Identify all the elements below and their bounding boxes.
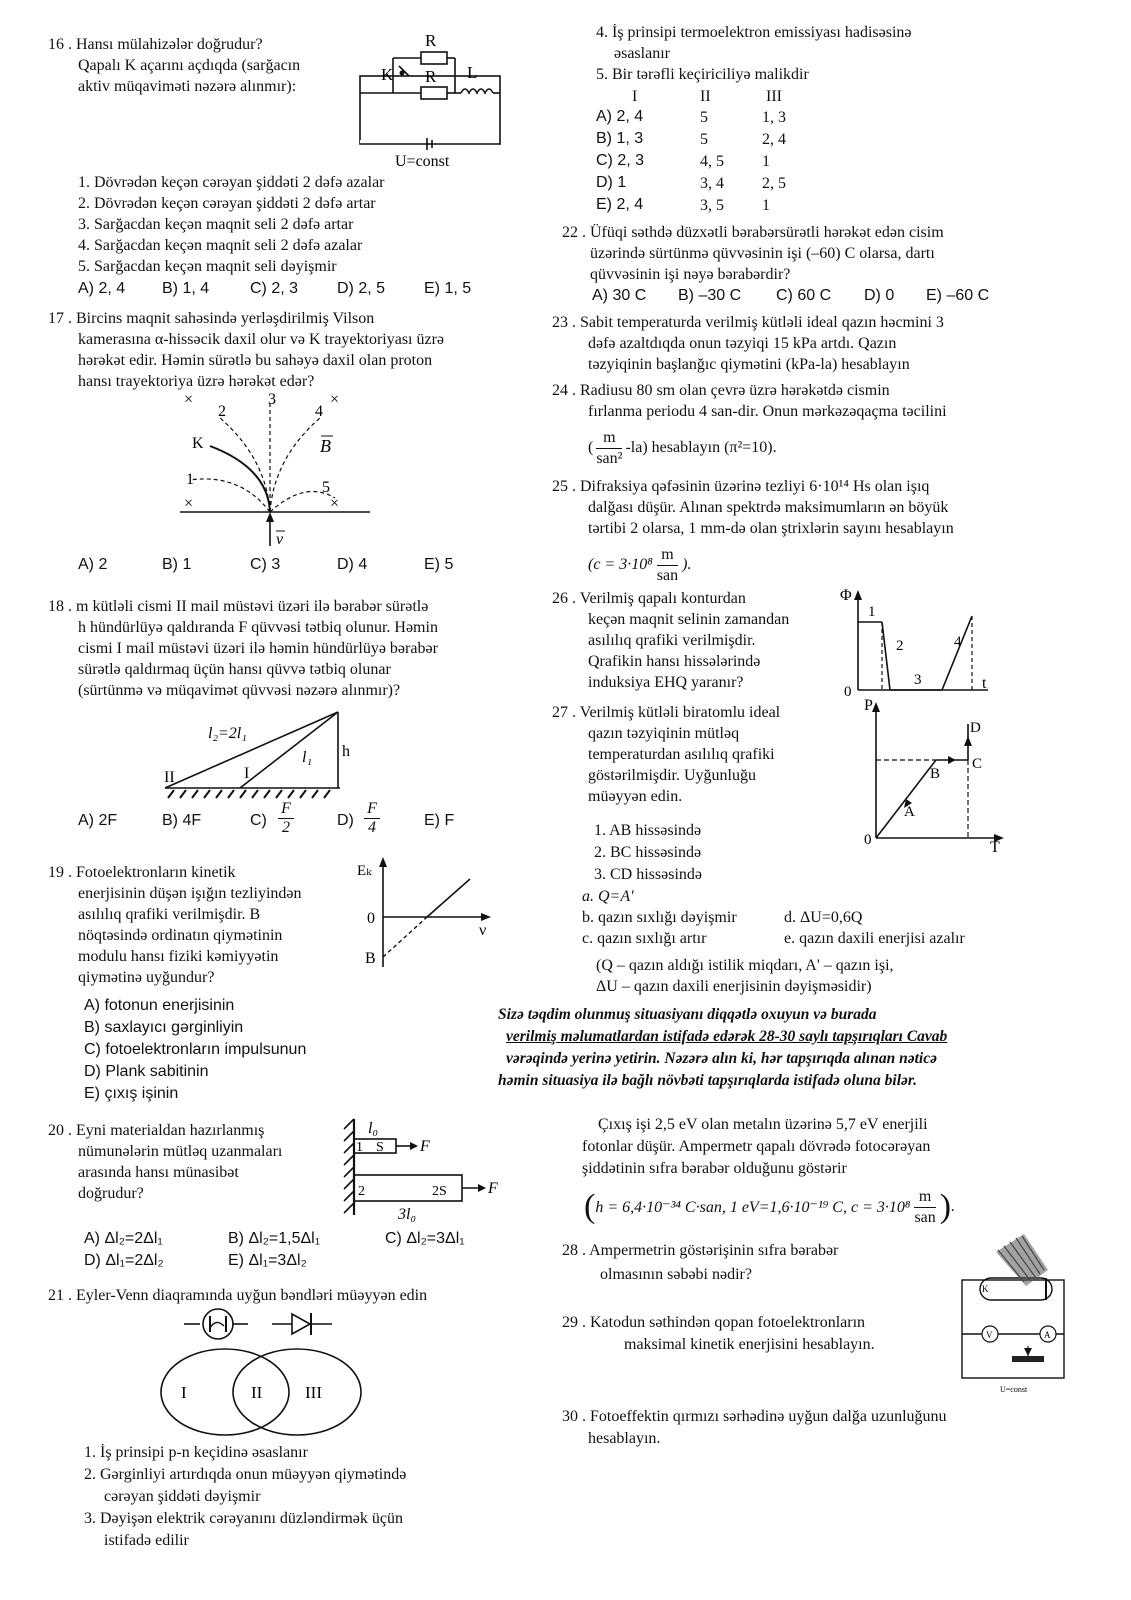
q18-incline-figure [160, 710, 360, 805]
q17-line4: hansı trayektoriya üzrə hərəkət edər? [78, 373, 315, 390]
resistor-label-mid: R [425, 67, 437, 86]
q21-e-col2: 3, 5 [700, 197, 724, 214]
trajectory-1-label: 1 [186, 471, 194, 488]
situation-line4: həmin situasiya ilə bağlı növbəti tapşırıqlarda istifadə oluna bilər. [498, 1072, 917, 1089]
q21-table-header-III: III [766, 88, 782, 105]
trajectory-4-label: 4 [315, 403, 323, 420]
q23-line1: 23 . Sabit temperaturda verilmiş kütləli ideal qazın həcmini 3 [552, 314, 944, 331]
graph-b-label: B [365, 950, 376, 967]
field-cross-1: × [184, 391, 194, 408]
q27-option-c: c. qazın sıxlığı artır [582, 930, 707, 947]
q26-line4: Qrafikin hansı hissələrində [588, 653, 761, 670]
sample1-length-label: l₀ [368, 1120, 379, 1137]
situation-line2: verilmiş məlumatlardan istifadə edərək 28-30 saylı tapşırıqları Cavab [506, 1028, 948, 1045]
intro-line3: şiddətinin sıfra bərabər olduğunu göstərir [582, 1160, 847, 1177]
q27-line1: 27 . Verilmiş kütləli biratomlu ideal [552, 704, 781, 721]
q21-item-3-cont: istifadə edilir [104, 1532, 189, 1549]
q16-answer-a[interactable]: A) 2, 4 [78, 280, 126, 297]
incline-h-label: h [342, 743, 350, 760]
q22-line2: üzərində sürtünmə qüvvəsinin işi (–60) C olarsa, dartı [590, 245, 935, 262]
pt-d-label: D [970, 720, 981, 736]
graph-ek-label: Eₖ [357, 863, 372, 879]
q23-line2: dəfə azaltdıqda onun təzyiqi 15 kPa artdı. Qazın [588, 335, 897, 352]
sample2-force: F [488, 1180, 498, 1197]
q19-line2: enerjisinin düşən işığın tezliyindən [78, 885, 302, 902]
q20-samples-figure [340, 1115, 510, 1225]
q18-line5: (sürtünmə və müqavimət qüvvəsi nəzərə alınmır)? [78, 682, 401, 699]
q21-b-col3: 2, 4 [762, 131, 786, 148]
q27-legend-1: (Q – qazın aldığı istilik miqdarı, A' – qazın işi, [596, 957, 894, 974]
trajectory-k-label: K [192, 435, 204, 452]
q27-line5: müəyyən edin. [588, 788, 683, 805]
q21-c-col2: 4, 5 [700, 153, 724, 170]
incline-I-label: I [244, 765, 250, 782]
q19-answer-e[interactable]: E) çıxış işinin [84, 1085, 179, 1102]
q18-answer-d[interactable]: D) [337, 812, 354, 829]
q21-answer-c[interactable]: C) 2, 3 [596, 152, 645, 169]
pt-t-label: T [990, 839, 1000, 856]
flux-zero-label: 0 [844, 684, 852, 698]
flux-part-2: 2 [896, 638, 904, 654]
q20-line2: nümunələrin mütləq uzanmaları [78, 1143, 283, 1160]
q16-line3: aktiv müqaviməti nəzərə alınmır): [78, 78, 297, 95]
q21-e-col3: 1 [762, 197, 770, 214]
resistor-label-top: R [425, 31, 437, 50]
sample2-area: 2S [432, 1184, 447, 1199]
intro-constants: ( h = 6,4·10⁻³⁴ C·san, 1 eV=1,6·10⁻¹⁹ C, c = 3·10⁸ m san ) . [584, 1187, 956, 1226]
q29-line1: 29 . Katodun səthindən qopan fotoelektronların [562, 1314, 866, 1331]
q21-item-1: 1. İş prinsipi p-n keçidinə əsaslanır [84, 1444, 308, 1461]
sample2-number: 2 [358, 1184, 365, 1199]
q17-answer-e[interactable]: E) 5 [424, 556, 454, 573]
q27-line2: qazın təzyiqinin mütləq [588, 725, 740, 742]
q29-line2: maksimal kinetik enerjisini hesablayın. [624, 1336, 875, 1353]
sample2-length-label: 3l₀ [398, 1206, 417, 1223]
q30-line1: 30 . Fotoeffektin qırmızı sərhədinə uyğun dalğa uzunluğunu [562, 1408, 947, 1425]
q24-line1: 24 . Radiusu 80 sm olan çevrə üzrə hərəkətdə cismin [552, 382, 890, 399]
q16-line1: 16 . Hansı mülahizələr doğrudur? [48, 36, 263, 53]
q16-item-3: 3. Sarğacdan keçən maqnit seli 2 dəfə artar [78, 216, 354, 233]
q16-item-1: 1. Dövrədən keçən cərəyan şiddəti 2 dəfə azalar [78, 174, 385, 191]
q22-answer-c[interactable]: C) 60 C [776, 287, 832, 304]
q20-line1: 20 . Eyni materialdan hazırlanmış [48, 1122, 265, 1139]
q20-answer-d[interactable]: D) Δl₁=2Δl₂ [84, 1252, 164, 1269]
pt-zero-label: 0 [864, 832, 872, 848]
q21-a-col2: 5 [700, 109, 708, 126]
q21-item-3: 3. Dəyişən elektrik cərəyanını düzləndirmək üçün [84, 1510, 403, 1527]
q26-line5: induksiya EHQ yaranır? [588, 674, 744, 691]
q25-line1: 25 . Difraksiya qəfəsinin üzərinə tezliyi 6·10¹⁴ Hs olan işıq [552, 478, 930, 495]
velocity-label: v [276, 531, 284, 548]
photoeffect-apparatus-figure [940, 1230, 1070, 1396]
cathode-label: K [982, 1284, 989, 1294]
q27-line4: göstərilmişdir. Uyğunluğu [588, 767, 756, 784]
q20-answer-a[interactable]: A) Δl₂=2Δl₁ [84, 1230, 163, 1247]
q27-item-1: 1. AB hissəsində [594, 822, 702, 839]
situation-line3: vərəqində yerinə yetirin. Nəzərə alın ki, hər tapşırıqda alınan nəticə [506, 1050, 937, 1067]
coil-label: L [467, 63, 478, 82]
q27-option-b: b. qazın sıxlığı dəyişmir [582, 909, 737, 926]
q21-answer-a[interactable]: A) 2, 4 [596, 108, 644, 125]
q25-line2: dalğası düşür. Alınan spektrdə maksimumların ən böyük [588, 499, 949, 516]
q19-answer-a[interactable]: A) fotonun enerjisinin [84, 997, 235, 1014]
q24-line3: ( m san² -la) hesablayın (π²=10). [588, 428, 777, 467]
q21-table-header-I: I [632, 88, 638, 105]
trajectory-3-label: 3 [268, 391, 276, 408]
q21-table-header-II: II [700, 88, 711, 105]
apparatus-source-label: U=const [1000, 1385, 1028, 1394]
trajectory-2-label: 2 [218, 403, 226, 420]
semiconductor-diode-icon [272, 1313, 332, 1335]
q23-line3: təzyiqinin başlanğıc qiymətini (kPa-la) hesablayın [588, 356, 910, 373]
q18-line4: sürətlə qaldırmaq üçün hansı qüvvə tətbiq olunar [78, 661, 391, 678]
q22-line3: qüvvəsinin işi nəyə bərabərdir? [590, 266, 791, 283]
q22-answer-b[interactable]: B) –30 C [678, 287, 742, 304]
q18-answer-e[interactable]: E) F [424, 812, 455, 829]
q21-item-2: 2. Gərginliyi artırdıqda onun müəyyən qiymətində [84, 1466, 407, 1483]
q21-b-col2: 5 [700, 131, 708, 148]
q17-trajectory-figure [170, 388, 380, 553]
q18-line1: 18 . m kütləli cismi II mail müstəvi üzəri ilə bərabər sürətlə [48, 598, 429, 615]
pt-p-label: P [864, 698, 873, 714]
flux-phi-label: Φ [840, 587, 852, 604]
q16-answer-b[interactable]: B) 1, 4 [162, 280, 210, 297]
q21-item-4: 4. İş prinsipi termoelektron emissiyası hadisəsinə [596, 24, 912, 41]
ammeter-label: A [1044, 1330, 1051, 1340]
q19-line1: 19 . Fotoelektronların kinetik [48, 864, 236, 881]
q27-pt-graph [860, 698, 1010, 856]
q21-venn-diagram [155, 1346, 370, 1438]
q16-item-5: 5. Sarğacdan keçən maqnit seli dəyişmir [78, 258, 337, 275]
q19-graph-figure [355, 855, 495, 970]
q21-item-2-cont: cərəyan şiddəti dəyişmir [104, 1488, 261, 1505]
q27-line3: temperaturdan asılılıq qrafiki [588, 746, 775, 763]
q21-d-col3: 2, 5 [762, 175, 786, 192]
q17-answer-d[interactable]: D) 4 [337, 556, 368, 573]
q21-line1: 21 . Eyler-Venn diaqramında uyğun bəndləri müəyyən edin [48, 1287, 428, 1304]
q19-answer-d[interactable]: D) Plank sabitinin [84, 1063, 209, 1080]
q17-answer-c[interactable]: C) 3 [250, 556, 281, 573]
venn-region-III: III [305, 1383, 322, 1402]
venn-region-II: II [251, 1383, 263, 1402]
q18-answer-a[interactable]: A) 2F [78, 812, 118, 829]
intro-line2: fotonlar düşür. Ampermetr qapalı dövrədə fotocərəyan [582, 1138, 931, 1155]
q21-answer-e[interactable]: E) 2, 4 [596, 196, 644, 213]
q16-circuit-figure [355, 28, 510, 170]
q25-line4: (c = 3·10⁸ m san ). [588, 545, 692, 584]
flux-part-1: 1 [868, 604, 876, 620]
q27-legend-2: ΔU – qazın daxili enerjisinin dəyişməsidir) [596, 978, 872, 995]
q18-line3: cismi I mail müstəvi üzəri ilə həmin hündürlüyə bərabər [78, 640, 438, 657]
q18-d-fraction: F 4 [364, 800, 380, 837]
q30-line2: hesablayın. [588, 1430, 661, 1447]
q19-line3: asılılıq qrafiki verilmişdir. B [78, 906, 261, 923]
sample1-number: 1 [356, 1140, 363, 1155]
q20-answer-b[interactable]: B) Δl₂=1,5Δl₁ [228, 1230, 321, 1247]
q28-line2: olmasının səbəbi nədir? [600, 1266, 752, 1283]
incline-II-label: II [164, 769, 175, 786]
q16-item-2: 2. Dövrədən keçən cərəyan şiddəti 2 dəfə artar [78, 195, 376, 212]
q16-item-4: 4. Sarğacdan keçən maqnit seli 2 dəfə azalar [78, 237, 363, 254]
q28-line1: 28 . Ampermetrin göstərişinin sıfra bərabər [562, 1242, 839, 1259]
q22-answer-e[interactable]: E) –60 C [926, 287, 990, 304]
q24-line2: fırlanma periodu 4 san-dir. Onun mərkəzəqaçma təcilini [588, 403, 947, 420]
q18-answer-b[interactable]: B) 4F [162, 812, 202, 829]
sample1-area: S [376, 1140, 384, 1155]
q26-line3: asılılıq qrafiki verilmişdir. [588, 632, 756, 649]
q16-answer-c[interactable]: C) 2, 3 [250, 280, 299, 297]
incline-l1-label: l₁ [302, 749, 313, 766]
trajectory-5-label: 5 [322, 479, 330, 496]
flux-part-3: 3 [914, 672, 922, 688]
q17-answer-a[interactable]: A) 2 [78, 556, 108, 573]
intro-line1: Çıxış işi 2,5 eV olan metalın üzərinə 5,7 eV enerjili [598, 1116, 928, 1133]
q17-answer-b[interactable]: B) 1 [162, 556, 192, 573]
q21-answer-d[interactable]: D) 1 [596, 174, 627, 191]
q21-item-5: 5. Bir tərəfli keçiriciliyə malikdir [596, 66, 809, 83]
q16-answer-d[interactable]: D) 2, 5 [337, 280, 386, 297]
graph-nu-label: ν [479, 922, 487, 939]
q27-option-a: a. Q=A' [582, 888, 634, 905]
q19-answer-c[interactable]: C) fotoelektronların impulsunun [84, 1041, 307, 1058]
q18-line2: h hündürlüyə qaldıranda F qüvvəsi tətbiq olunur. Həmin [78, 619, 438, 636]
flux-part-4: 4 [954, 634, 962, 650]
pt-c-label: C [972, 756, 983, 772]
field-cross-3: × [184, 495, 194, 512]
situation-line1: Sizə təqdim olunmuş situasiyanı diqqətlə oxuyun və burada [498, 1006, 877, 1023]
key-label: K [381, 65, 394, 84]
field-cross-4: × [330, 495, 340, 512]
q19-line4: nöqtəsində ordinatın qiymətinin [78, 927, 283, 944]
q18-c-fraction: F 2 [278, 800, 294, 837]
voltmeter-label: V [986, 1330, 993, 1340]
q21-a-col3: 1, 3 [762, 109, 786, 126]
q27-item-2: 2. BC hissəsində [594, 844, 702, 861]
q19-answer-b[interactable]: B) saxlayıcı gərginliyin [84, 1019, 244, 1036]
q17-line2: kamerasına α-hissəcik daxil olur və K trayektoriyası üzrə [78, 331, 445, 348]
q26-flux-graph [838, 586, 998, 698]
q20-answer-c[interactable]: C) Δl₂=3Δl₁ [385, 1230, 465, 1247]
q27-option-d: d. ΔU=0,6Q [784, 909, 863, 926]
q27-option-e: e. qazın daxili enerjisi azalır [784, 930, 965, 947]
q21-c-col3: 1 [762, 153, 770, 170]
vacuum-diode-icon [184, 1309, 248, 1339]
q20-answer-e[interactable]: E) Δl₁=3Δl₂ [228, 1252, 307, 1269]
q25-line3: tərtibi 2 olarsa, 1 mm-də olan ştrixlərin sayını hesablayın [588, 520, 954, 537]
q22-answer-d[interactable]: D) 0 [864, 287, 895, 304]
q26-line2: keçən maqnit selinin zamandan [588, 611, 790, 628]
q17-line1: 17 . Bircins maqnit sahəsində yerləşdirilmiş Vilson [48, 310, 375, 327]
q21-item-4-cont: əsaslanır [614, 45, 670, 62]
q18-answer-c[interactable]: C) [250, 812, 267, 829]
q21-answer-b[interactable]: B) 1, 3 [596, 130, 644, 147]
source-label: U=const [395, 153, 450, 170]
q22-line1: 22 . Üfüqi səthdə düzxətli bərabərsürətli hərəkət edən cisim [562, 224, 944, 241]
q20-line3: arasında hansı münasibət [78, 1164, 239, 1181]
q21-d-col2: 3, 4 [700, 175, 724, 192]
q16-line2: Qapalı K açarını açdıqda (sarğacın [78, 57, 301, 74]
q17-line3: hərəkət edir. Həmin sürətlə bu sahəyə daxil olan proton [78, 352, 433, 369]
q20-line4: doğrudur? [78, 1185, 144, 1202]
flux-t-label: t [982, 675, 987, 692]
q19-line5: modulu hansı fiziki kəmiyyətin [78, 948, 279, 965]
q26-line1: 26 . Verilmiş qapalı konturdan [552, 590, 746, 607]
venn-region-I: I [181, 1383, 187, 1402]
graph-zero-label: 0 [367, 910, 375, 927]
q21-component-icons [180, 1308, 340, 1344]
field-cross-2: × [330, 391, 340, 408]
field-b-label: B [320, 436, 331, 456]
sample1-force: F [420, 1138, 430, 1155]
q27-item-3: 3. CD hissəsində [594, 866, 702, 883]
q16-answer-e[interactable]: E) 1, 5 [424, 280, 472, 297]
pt-b-label: B [930, 766, 941, 782]
incline-l2-label: l₂=2l₁ [208, 725, 247, 742]
q19-line6: qiymətinə uyğundur? [78, 969, 215, 986]
q22-answer-a[interactable]: A) 30 C [592, 287, 647, 304]
pt-a-label: A [904, 804, 915, 820]
